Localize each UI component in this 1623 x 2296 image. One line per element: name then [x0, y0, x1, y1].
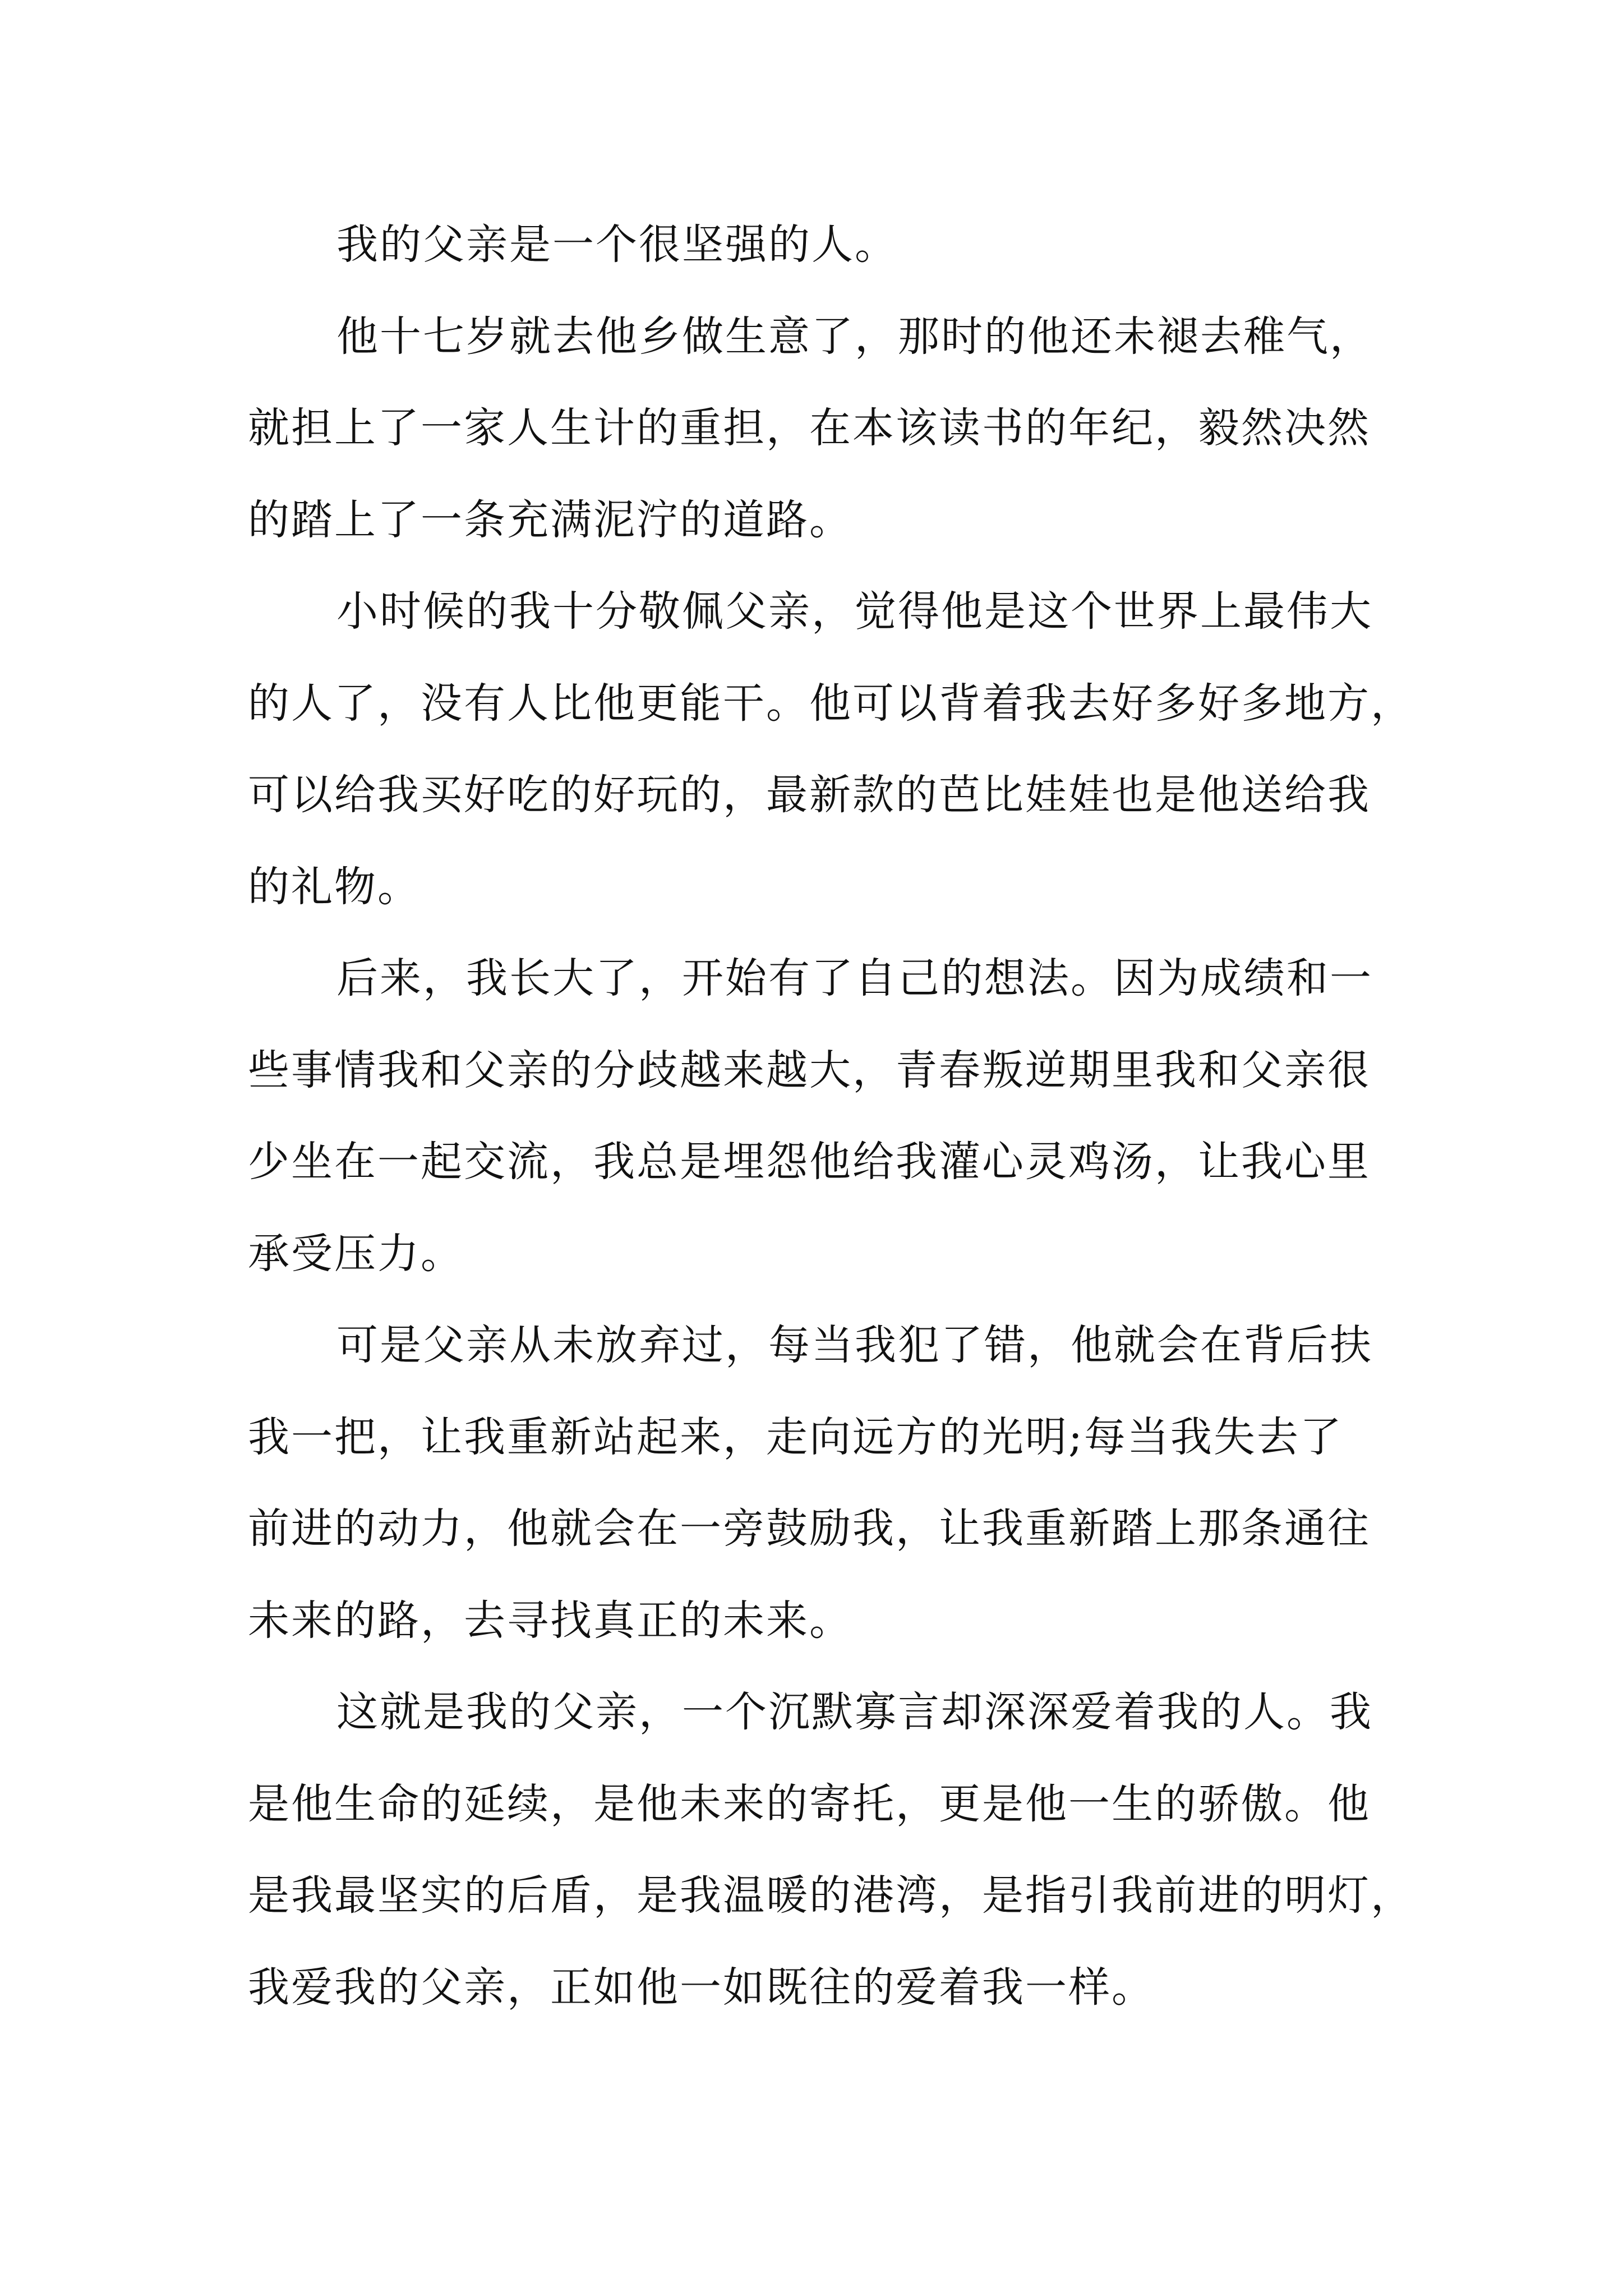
text-line: 的踏上了一条充满泥泞的道路。: [248, 495, 852, 544]
text-line: 的人了，没有人比他更能干。他可以背着我去好多好多地方，: [248, 679, 1414, 728]
text-line: 可以给我买好吃的好玩的，最新款的芭比娃娃也是他送给我: [248, 771, 1371, 819]
text-line: 我一把，让我重新站起来，走向远方的光明;每当我失去了: [248, 1412, 1343, 1461]
essay-body: [248, 199, 1414, 2033]
text-line: 我的父亲是一个很坚强的人。: [336, 220, 898, 269]
text-line: 可是父亲从未放弃过，每当我犯了错，他就会在背后扶: [336, 1321, 1373, 1369]
text-line: 他十七岁就去他乡做生意了，那时的他还未褪去稚气，: [336, 312, 1373, 361]
text-line: 是他生命的延续，是他未来的寄托，更是他一生的骄傲。他: [248, 1779, 1371, 1828]
text-line: 我爱我的父亲，正如他一如既往的爱着我一样。: [248, 1963, 1155, 2012]
text-line: 是我最坚实的后盾，是我温暖的港湾，是指引我前进的明灯，: [248, 1871, 1414, 1920]
text-line: 后来，我长大了，开始有了自己的想法。因为成绩和一: [336, 954, 1373, 1002]
text-line: 些事情我和父亲的分歧越来越大，青春叛逆期里我和父亲很: [248, 1046, 1371, 1094]
text-line: 的礼物。: [248, 862, 421, 911]
text-line: 这就是我的父亲，一个沉默寡言却深深爱着我的人。我: [336, 1688, 1373, 1736]
text-line: 前进的动力，他就会在一旁鼓励我，让我重新踏上那条通往: [248, 1504, 1371, 1553]
text-line: 就担上了一家人生计的重担，在本该读书的年纪，毅然决然: [248, 404, 1371, 452]
text-line: 小时候的我十分敬佩父亲，觉得他是这个世界上最伟大: [336, 587, 1373, 636]
text-line: 未来的路，去寻找真正的未来。: [248, 1596, 852, 1645]
text-line: 承受压力。: [248, 1229, 464, 1278]
text-line: 少坐在一起交流，我总是埋怨他给我灌心灵鸡汤，让我心里: [248, 1138, 1371, 1186]
